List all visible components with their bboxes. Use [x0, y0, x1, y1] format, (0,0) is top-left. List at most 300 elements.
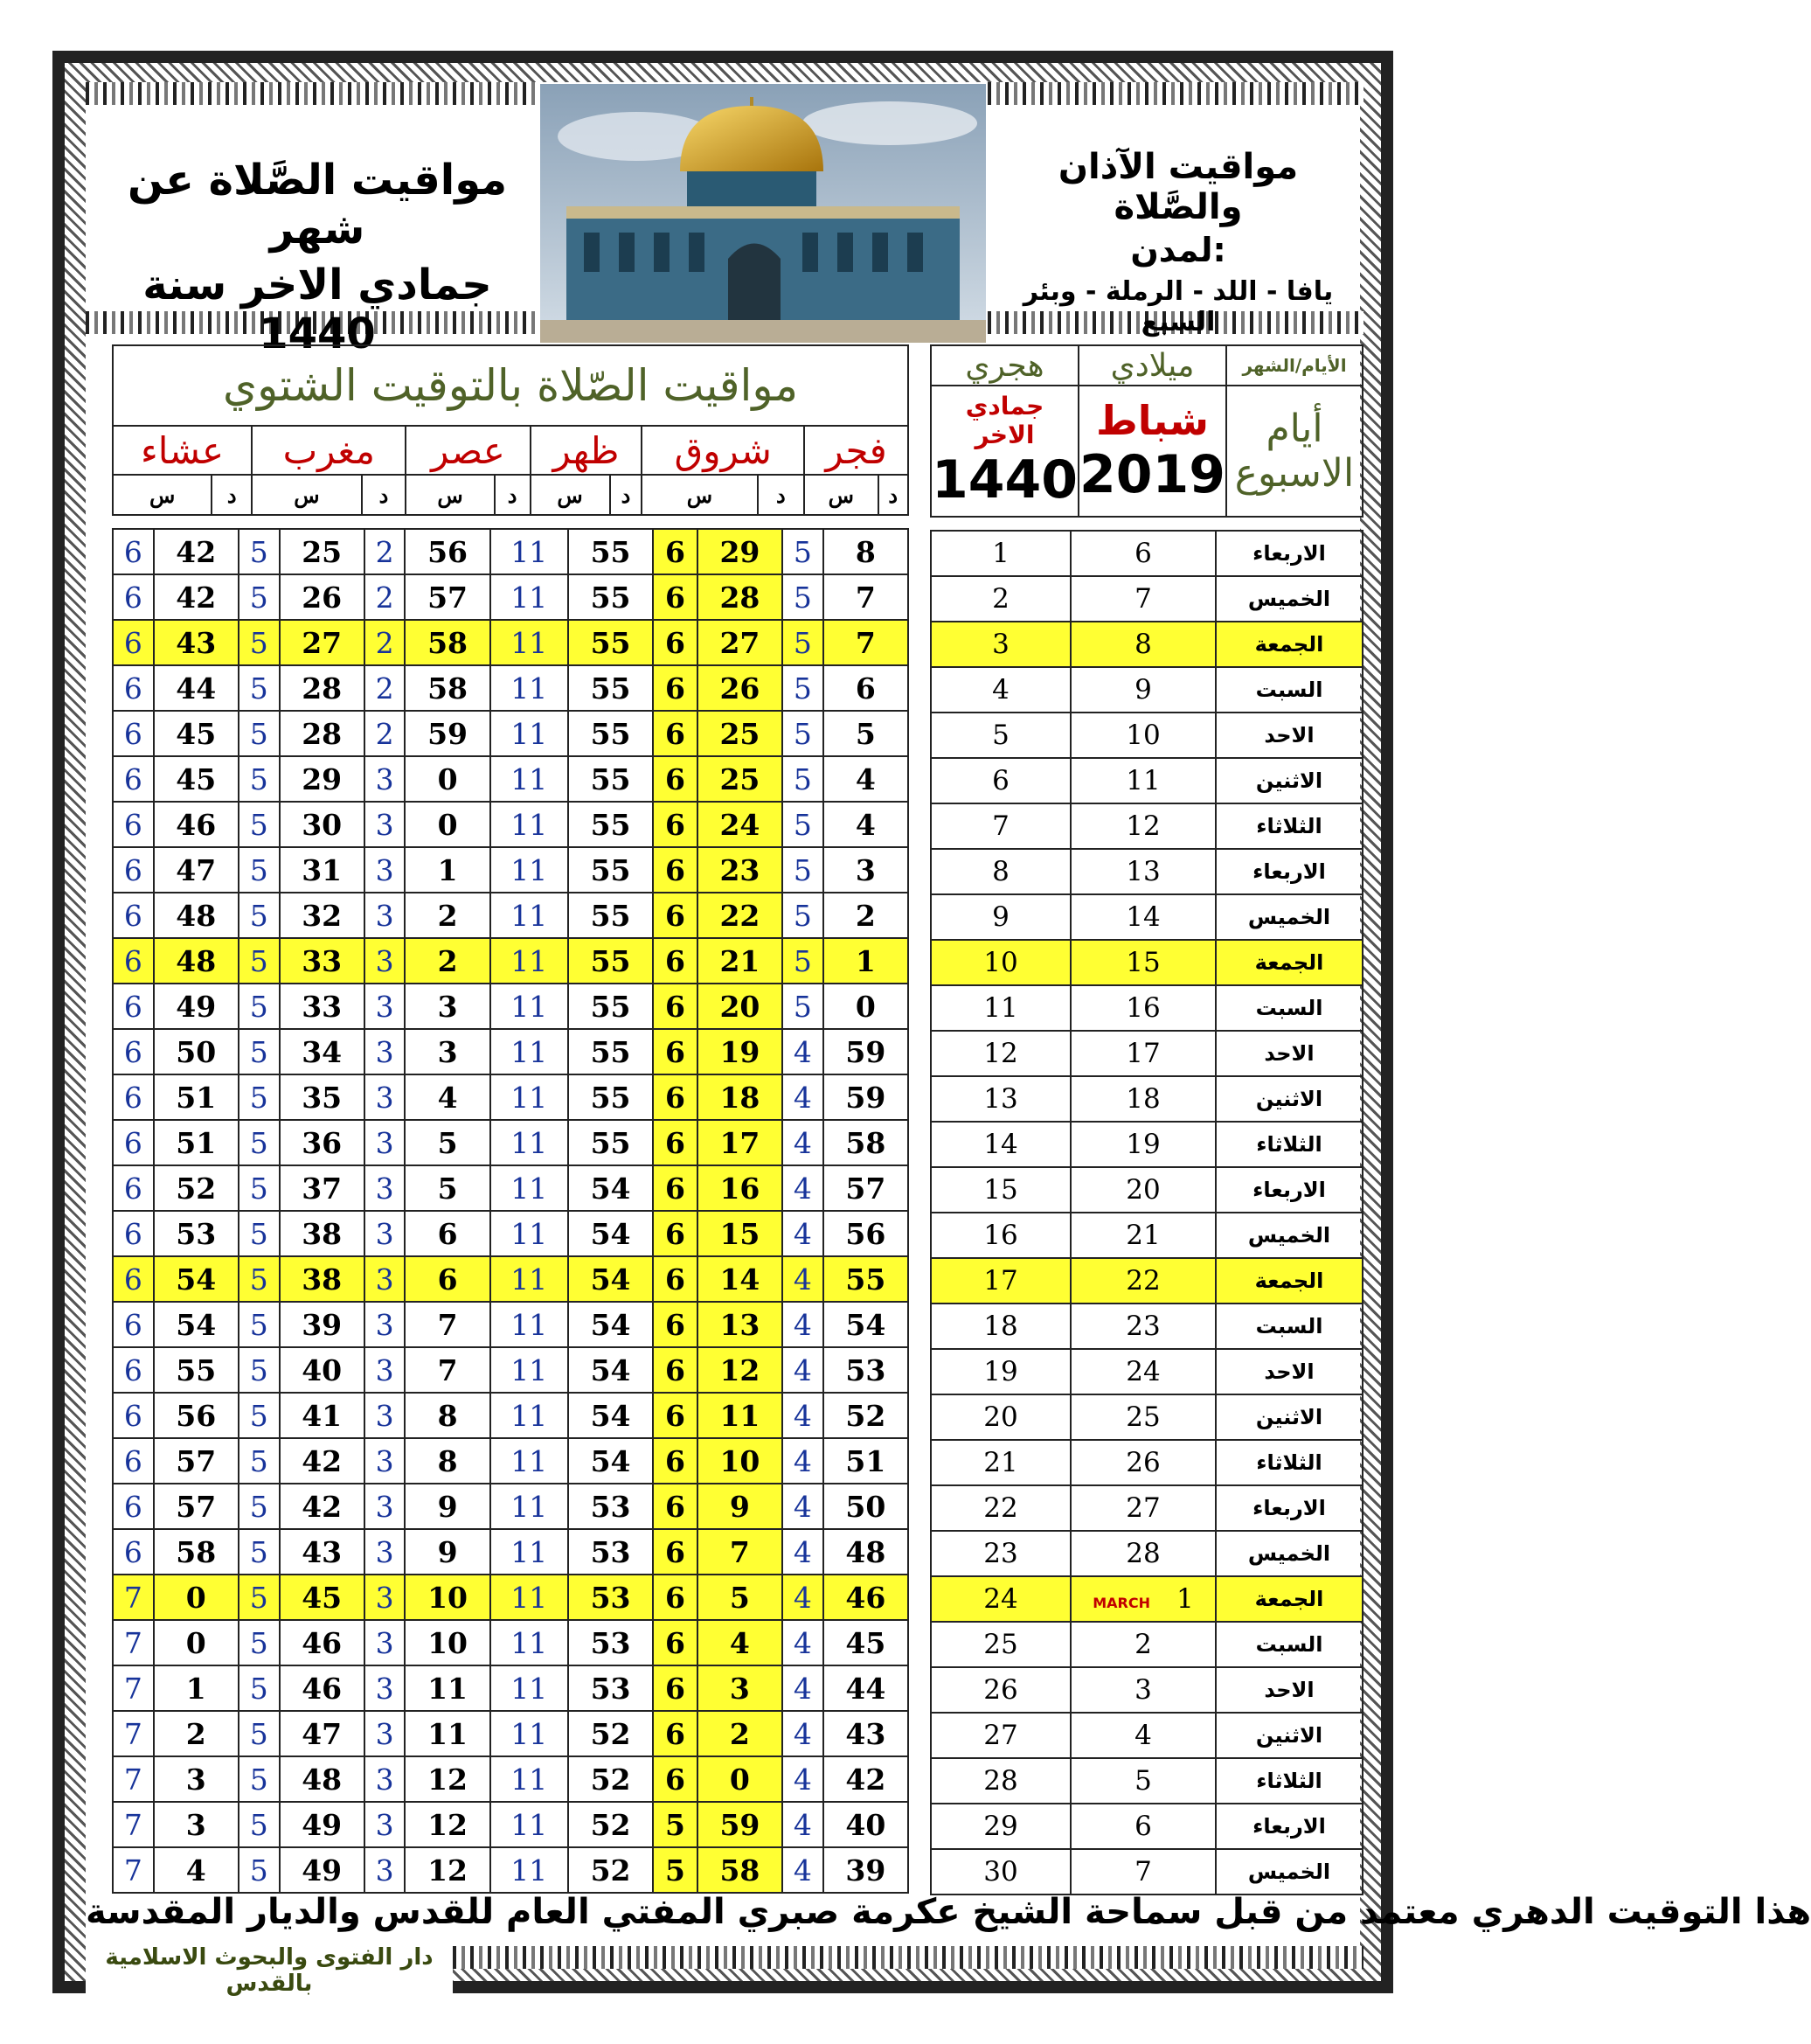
fajr-hour: 4	[782, 1211, 823, 1256]
isha-minute: 45	[154, 711, 239, 756]
maghrib-minute: 26	[280, 574, 364, 620]
isha-hour: 7	[113, 1847, 154, 1893]
gregorian-day: 9	[1071, 667, 1216, 713]
maghrib-hour: 5	[239, 1665, 280, 1711]
asr-minute: 6	[405, 1256, 489, 1302]
weekday-name: الاربعاء	[1216, 531, 1363, 576]
asr-minute: 57	[405, 574, 489, 620]
day-row	[931, 1349, 1363, 1394]
shuruq-minute: 21	[697, 938, 782, 984]
prayer-row	[113, 756, 908, 802]
maghrib-hour: 5	[239, 1347, 280, 1393]
dhuhr-hour: 11	[490, 1802, 568, 1847]
hijri-day: 1	[931, 531, 1071, 576]
hijri-day: 10	[931, 940, 1071, 985]
weekday-name: الثلاثاء	[1216, 1440, 1363, 1485]
dhuhr-minute: 55	[568, 574, 653, 620]
gregorian-day: 8	[1071, 622, 1216, 667]
days-table	[930, 530, 1363, 1895]
prayer-row	[113, 1620, 908, 1665]
maghrib-hour: 5	[239, 1074, 280, 1120]
shuruq-minute: 0	[697, 1756, 782, 1802]
prayer-row	[113, 1438, 908, 1484]
weekday-name: الخميس	[1216, 576, 1363, 622]
isha-minute: 46	[154, 802, 239, 847]
day-row	[931, 1804, 1363, 1849]
fajr-minute: 4	[823, 802, 908, 847]
gregorian-day	[1071, 1576, 1216, 1622]
maghrib-minute: 42	[280, 1438, 364, 1484]
day-row	[931, 1713, 1363, 1758]
dhuhr-hour: 11	[490, 1620, 568, 1665]
hijri-day: 8	[931, 849, 1071, 894]
dhuhr-hour: 11	[490, 1165, 568, 1211]
dhuhr-minute: 55	[568, 1029, 653, 1074]
dhuhr-hour: 11	[490, 1484, 568, 1529]
day-row	[931, 1622, 1363, 1667]
shuruq-hour: 6	[653, 1120, 697, 1165]
asr-minute: 8	[405, 1438, 489, 1484]
shuruq-hour: 6	[653, 1211, 697, 1256]
gregorian-month-cell	[1079, 386, 1226, 517]
hijri-day: 19	[931, 1349, 1071, 1394]
prayer-row	[113, 1029, 908, 1074]
asr-hour: 3	[364, 1802, 406, 1847]
weekday-name: الجمعة	[1216, 622, 1363, 667]
shuruq-minute: 28	[697, 574, 782, 620]
asr-minute: 2	[405, 938, 489, 984]
isha-minute: 42	[154, 529, 239, 574]
dhuhr-minute: 55	[568, 1074, 653, 1120]
fajr-minute: 55	[823, 1256, 908, 1302]
asr-minute: 10	[405, 1620, 489, 1665]
fajr-hour: 5	[782, 756, 823, 802]
dhuhr-hour: 11	[490, 1211, 568, 1256]
shuruq-minute: 24	[697, 802, 782, 847]
prayer-name-maghrib: مغرب	[252, 426, 406, 475]
dhuhr-minute: 55	[568, 1120, 653, 1165]
day-row	[931, 1031, 1363, 1076]
isha-minute: 57	[154, 1484, 239, 1529]
dhuhr-hour: 11	[490, 893, 568, 938]
prayer-row	[113, 938, 908, 984]
isha-hour: 6	[113, 1120, 154, 1165]
gregorian-day: 15	[1071, 940, 1216, 985]
dhuhr-hour: 11	[490, 1438, 568, 1484]
isha-minute: 58	[154, 1529, 239, 1575]
maghrib-minute: 37	[280, 1165, 364, 1211]
fajr-hour: 5	[782, 711, 823, 756]
asr-hour: 3	[364, 1529, 406, 1575]
prayer-name-asr: عصر	[406, 426, 530, 475]
asr-hour: 3	[364, 847, 406, 893]
hijri-day: 16	[931, 1213, 1071, 1258]
day-row	[931, 1076, 1363, 1122]
day-row	[931, 667, 1363, 713]
prayer-name-isha: عشاء	[113, 426, 252, 475]
isha-minute: 43	[154, 620, 239, 665]
hijri-day: 6	[931, 758, 1071, 803]
fajr-minute: 2	[823, 893, 908, 938]
gregorian-day: 26	[1071, 1440, 1216, 1485]
isha-minute: 1	[154, 1665, 239, 1711]
asr-hour: 3	[364, 1620, 406, 1665]
dhuhr-hour: 11	[490, 1665, 568, 1711]
maghrib-minute: 32	[280, 893, 364, 938]
shuruq-minute: 16	[697, 1165, 782, 1211]
weekday-name: الاحد	[1216, 713, 1363, 758]
unit-minute: د	[610, 475, 642, 515]
ornament-top-right	[988, 82, 1363, 105]
dhuhr-minute: 55	[568, 529, 653, 574]
unit-hour: س	[113, 475, 212, 515]
fajr-hour: 4	[782, 1029, 823, 1074]
weekday-name: الخميس	[1216, 1849, 1363, 1895]
month-title-line2: جمادي الاخر سنة 1440	[142, 261, 492, 358]
maghrib-minute: 42	[280, 1484, 364, 1529]
shuruq-hour: 6	[653, 1484, 697, 1529]
fajr-hour: 4	[782, 1438, 823, 1484]
weekday-name: الخميس	[1216, 1531, 1363, 1576]
isha-minute: 3	[154, 1802, 239, 1847]
prayer-row	[113, 1302, 908, 1347]
asr-hour: 3	[364, 1711, 406, 1756]
fajr-minute: 48	[823, 1529, 908, 1575]
maghrib-hour: 5	[239, 665, 280, 711]
shuruq-hour: 6	[653, 1620, 697, 1665]
maghrib-hour: 5	[239, 1029, 280, 1074]
dhuhr-hour: 11	[490, 938, 568, 984]
day-row	[931, 1531, 1363, 1576]
hijri-day: 30	[931, 1849, 1071, 1895]
fajr-hour: 5	[782, 529, 823, 574]
weekdays-label: أيام الاسبوع	[1226, 386, 1363, 517]
col-days-months-label: الأيام/الشهر	[1226, 345, 1363, 386]
day-row	[931, 803, 1363, 849]
asr-minute: 12	[405, 1847, 489, 1893]
weekday-name: الثلاثاء	[1216, 1758, 1363, 1804]
dhuhr-minute: 52	[568, 1802, 653, 1847]
gregorian-day: 21	[1071, 1213, 1216, 1258]
asr-minute: 11	[405, 1665, 489, 1711]
maghrib-minute: 30	[280, 802, 364, 847]
asr-minute: 56	[405, 529, 489, 574]
hijri-day: 28	[931, 1758, 1071, 1804]
asr-minute: 1	[405, 847, 489, 893]
asr-minute: 3	[405, 1029, 489, 1074]
fajr-hour: 5	[782, 938, 823, 984]
shuruq-hour: 6	[653, 711, 697, 756]
shuruq-minute: 10	[697, 1438, 782, 1484]
asr-hour: 3	[364, 1756, 406, 1802]
hijri-day: 15	[931, 1167, 1071, 1213]
gregorian-day: 28	[1071, 1531, 1216, 1576]
maghrib-minute: 48	[280, 1756, 364, 1802]
shuruq-hour: 6	[653, 984, 697, 1029]
day-row	[931, 1167, 1363, 1213]
hijri-day: 5	[931, 713, 1071, 758]
dhuhr-hour: 11	[490, 756, 568, 802]
shuruq-hour: 6	[653, 1393, 697, 1438]
fajr-hour: 4	[782, 1302, 823, 1347]
dhuhr-minute: 55	[568, 620, 653, 665]
shuruq-hour: 5	[653, 1802, 697, 1847]
prayer-times-section	[112, 344, 909, 1894]
dhuhr-hour: 11	[490, 1847, 568, 1893]
prayer-row	[113, 711, 908, 756]
dhuhr-minute: 53	[568, 1529, 653, 1575]
gregorian-month: شباط	[1095, 397, 1210, 444]
maghrib-hour: 5	[239, 1211, 280, 1256]
asr-minute: 2	[405, 893, 489, 938]
asr-minute: 58	[405, 665, 489, 711]
fajr-minute: 7	[823, 620, 908, 665]
shuruq-hour: 6	[653, 1438, 697, 1484]
maghrib-hour: 5	[239, 984, 280, 1029]
dhuhr-hour: 11	[490, 1074, 568, 1120]
shuruq-minute: 19	[697, 1029, 782, 1074]
isha-hour: 7	[113, 1756, 154, 1802]
dhuhr-hour: 11	[490, 529, 568, 574]
gregorian-day: 19	[1071, 1122, 1216, 1167]
dhuhr-minute: 54	[568, 1211, 653, 1256]
weekday-name: السبت	[1216, 1622, 1363, 1667]
asr-hour: 3	[364, 1393, 406, 1438]
isha-minute: 2	[154, 1711, 239, 1756]
maghrib-hour: 5	[239, 1302, 280, 1347]
asr-hour: 3	[364, 1074, 406, 1120]
maghrib-minute: 40	[280, 1347, 364, 1393]
dhuhr-hour: 11	[490, 1120, 568, 1165]
asr-minute: 12	[405, 1756, 489, 1802]
maghrib-hour: 5	[239, 893, 280, 938]
shuruq-hour: 6	[653, 1529, 697, 1575]
isha-hour: 7	[113, 1711, 154, 1756]
shuruq-hour: 6	[653, 1347, 697, 1393]
fajr-minute: 5	[823, 711, 908, 756]
asr-minute: 4	[405, 1074, 489, 1120]
shuruq-hour: 6	[653, 1256, 697, 1302]
asr-minute: 7	[405, 1347, 489, 1393]
fajr-minute: 3	[823, 847, 908, 893]
hijri-year: 1440	[932, 449, 1078, 511]
fajr-hour: 4	[782, 1665, 823, 1711]
maghrib-hour: 5	[239, 756, 280, 802]
dhuhr-hour: 11	[490, 1256, 568, 1302]
prayer-row	[113, 1665, 908, 1711]
maghrib-hour: 5	[239, 1165, 280, 1211]
gregorian-day: 18	[1071, 1076, 1216, 1122]
maghrib-hour: 5	[239, 1620, 280, 1665]
day-row	[931, 622, 1363, 667]
asr-hour: 3	[364, 1165, 406, 1211]
gregorian-day: 6	[1071, 1804, 1216, 1849]
isha-minute: 45	[154, 756, 239, 802]
day-row	[931, 1440, 1363, 1485]
maghrib-minute: 38	[280, 1256, 364, 1302]
dhuhr-minute: 52	[568, 1847, 653, 1893]
gregorian-day: 24	[1071, 1349, 1216, 1394]
isha-hour: 7	[113, 1620, 154, 1665]
prayer-row	[113, 529, 908, 574]
fajr-hour: 4	[782, 1575, 823, 1620]
shuruq-minute: 11	[697, 1393, 782, 1438]
day-row	[931, 1849, 1363, 1895]
shuruq-hour: 6	[653, 1756, 697, 1802]
month-title-box	[112, 112, 523, 358]
maghrib-hour: 5	[239, 1393, 280, 1438]
gregorian-day: 27	[1071, 1485, 1216, 1531]
fajr-hour: 4	[782, 1847, 823, 1893]
isha-minute: 51	[154, 1120, 239, 1165]
day-row	[931, 894, 1363, 940]
prayer-row	[113, 847, 908, 893]
day-row	[931, 1758, 1363, 1804]
maghrib-minute: 28	[280, 665, 364, 711]
shuruq-minute: 18	[697, 1074, 782, 1120]
isha-hour: 6	[113, 1484, 154, 1529]
fajr-hour: 4	[782, 1165, 823, 1211]
asr-hour: 2	[364, 620, 406, 665]
maghrib-hour: 5	[239, 529, 280, 574]
hijri-day: 21	[931, 1440, 1071, 1485]
dhuhr-hour: 11	[490, 1347, 568, 1393]
weekday-name: الجمعة	[1216, 1576, 1363, 1622]
isha-hour: 6	[113, 1074, 154, 1120]
isha-minute: 4	[154, 1847, 239, 1893]
weekday-name: الاربعاء	[1216, 849, 1363, 894]
day-row	[931, 713, 1363, 758]
dhuhr-minute: 53	[568, 1484, 653, 1529]
dhuhr-minute: 55	[568, 665, 653, 711]
prayer-row	[113, 1711, 908, 1756]
maghrib-minute: 27	[280, 620, 364, 665]
gregorian-day: 12	[1071, 803, 1216, 849]
dhuhr-minute: 53	[568, 1620, 653, 1665]
fajr-minute: 0	[823, 984, 908, 1029]
dhuhr-minute: 53	[568, 1665, 653, 1711]
weekday-name: الاحد	[1216, 1667, 1363, 1713]
maghrib-hour: 5	[239, 847, 280, 893]
gregorian-day: 10	[1071, 713, 1216, 758]
hijri-day: 12	[931, 1031, 1071, 1076]
fajr-minute: 57	[823, 1165, 908, 1211]
dhuhr-hour: 11	[490, 847, 568, 893]
maghrib-minute: 29	[280, 756, 364, 802]
dhuhr-minute: 52	[568, 1756, 653, 1802]
isha-hour: 7	[113, 1575, 154, 1620]
gregorian-day: 4	[1071, 1713, 1216, 1758]
asr-hour: 3	[364, 1302, 406, 1347]
unit-minute: د	[495, 475, 531, 515]
isha-minute: 51	[154, 1074, 239, 1120]
day-row	[931, 1258, 1363, 1304]
gregorian-day: 3	[1071, 1667, 1216, 1713]
asr-minute: 5	[405, 1165, 489, 1211]
hijri-day: 25	[931, 1622, 1071, 1667]
hijri-day: 2	[931, 576, 1071, 622]
fajr-minute: 53	[823, 1347, 908, 1393]
maghrib-minute: 39	[280, 1302, 364, 1347]
hijri-day: 3	[931, 622, 1071, 667]
asr-minute: 9	[405, 1529, 489, 1575]
fajr-hour: 5	[782, 893, 823, 938]
gregorian-day: 5	[1071, 1758, 1216, 1804]
shuruq-hour: 6	[653, 1302, 697, 1347]
hijri-day: 27	[931, 1713, 1071, 1758]
isha-hour: 6	[113, 1302, 154, 1347]
fajr-hour: 4	[782, 1393, 823, 1438]
shuruq-minute: 25	[697, 711, 782, 756]
fajr-minute: 50	[823, 1484, 908, 1529]
dhuhr-hour: 11	[490, 1393, 568, 1438]
weekday-name: الجمعة	[1216, 940, 1363, 985]
isha-minute: 56	[154, 1393, 239, 1438]
asr-minute: 10	[405, 1575, 489, 1620]
gregorian-day: 13	[1071, 849, 1216, 894]
weekday-name: الاثنين	[1216, 1713, 1363, 1758]
asr-hour: 2	[364, 529, 406, 574]
hijri-month: جمادي الاخر	[965, 392, 1044, 449]
gregorian-day: 7	[1071, 1849, 1216, 1895]
hijri-day: 11	[931, 985, 1071, 1031]
asr-hour: 3	[364, 802, 406, 847]
maghrib-minute: 28	[280, 711, 364, 756]
fajr-minute: 46	[823, 1575, 908, 1620]
maghrib-minute: 36	[280, 1120, 364, 1165]
fajr-minute: 40	[823, 1802, 908, 1847]
shuruq-minute: 25	[697, 756, 782, 802]
fajr-hour: 4	[782, 1802, 823, 1847]
fajr-hour: 4	[782, 1620, 823, 1665]
fajr-minute: 59	[823, 1029, 908, 1074]
days-section	[930, 344, 1363, 1895]
approval-note: هذا التوقيت الدهري معتمد من قبل سماحة الشيخ عكرمة صبري المفتي العام للقدس والديار المقدسة	[86, 1892, 1811, 1932]
gregorian-day: 16	[1071, 985, 1216, 1031]
day-row	[931, 576, 1363, 622]
asr-minute: 58	[405, 620, 489, 665]
gregorian-day: 20	[1071, 1167, 1216, 1213]
isha-minute: 44	[154, 665, 239, 711]
unit-minute: د	[212, 475, 252, 515]
gregorian-day: 23	[1071, 1304, 1216, 1349]
asr-hour: 3	[364, 1347, 406, 1393]
fajr-minute: 8	[823, 529, 908, 574]
dhuhr-minute: 54	[568, 1256, 653, 1302]
march-label: MARCH	[1093, 1595, 1151, 1611]
day-row	[931, 531, 1363, 576]
shuruq-hour: 6	[653, 756, 697, 802]
dhuhr-minute: 55	[568, 893, 653, 938]
asr-hour: 3	[364, 1256, 406, 1302]
ornament-top-left	[86, 82, 537, 105]
prayer-row	[113, 1484, 908, 1529]
shuruq-minute: 2	[697, 1711, 782, 1756]
hijri-day: 23	[931, 1531, 1071, 1576]
prayer-names-row	[113, 426, 908, 475]
unit-minute: د	[362, 475, 406, 515]
isha-hour: 6	[113, 665, 154, 711]
isha-minute: 54	[154, 1256, 239, 1302]
day-row	[931, 758, 1363, 803]
prayer-row	[113, 665, 908, 711]
maghrib-hour: 5	[239, 711, 280, 756]
weekday-name: الاثنين	[1216, 758, 1363, 803]
hijri-day: 13	[931, 1076, 1071, 1122]
shuruq-minute: 13	[697, 1302, 782, 1347]
fajr-hour: 5	[782, 665, 823, 711]
shuruq-hour: 6	[653, 1074, 697, 1120]
